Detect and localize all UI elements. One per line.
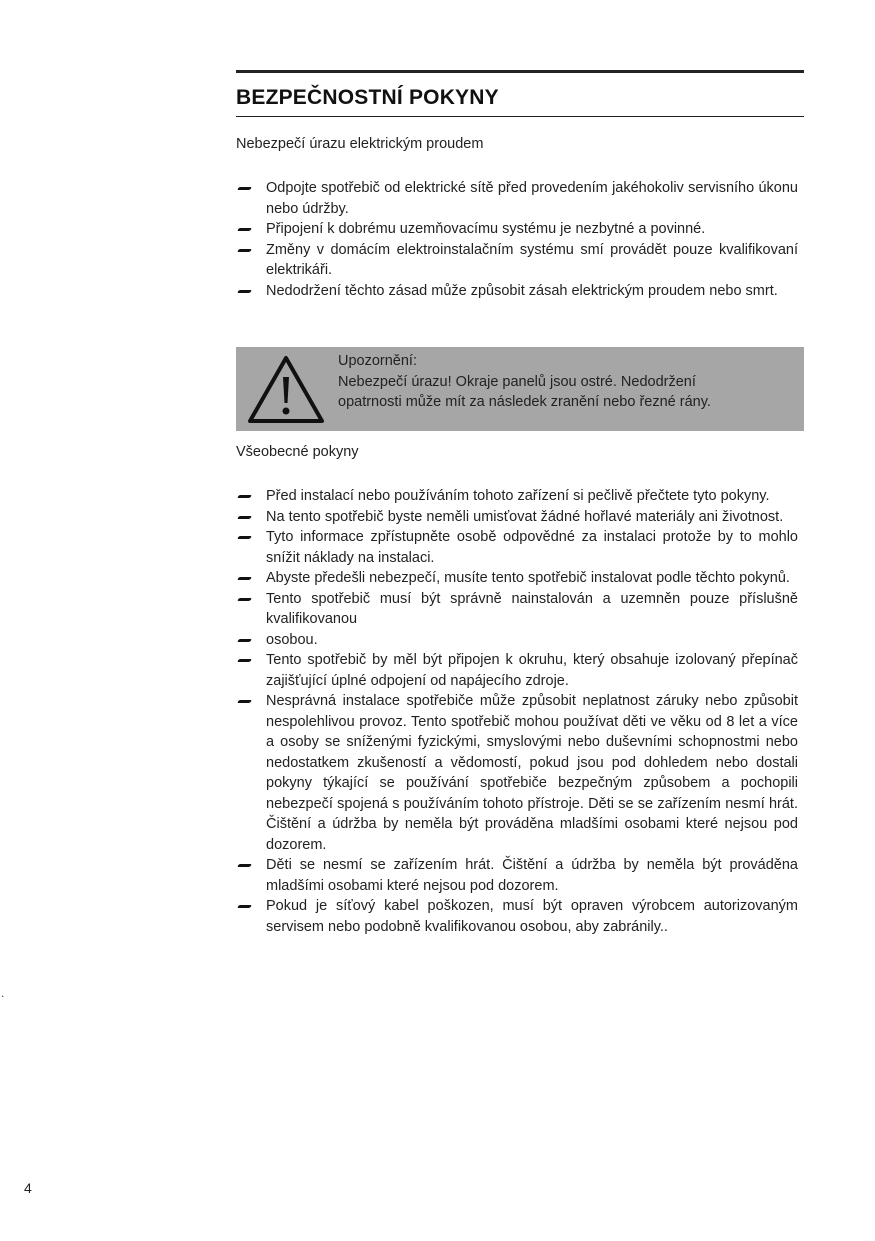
bullet-icon xyxy=(237,536,252,539)
list-item: Tyto informace zpřístupněte osobě odpovědné za instalaci protože by to mohlo snížit náklady na instalaci. xyxy=(236,527,798,568)
warning-box xyxy=(236,347,804,431)
warning-triangle-icon xyxy=(246,353,326,425)
list-item: Změny v domácím elektroinstalačním systému smí provádět pouze kvalifikovaní elektrikáři. xyxy=(236,240,798,281)
general-instructions-list xyxy=(236,486,798,937)
list-item: Abyste předešli nebezpečí, musíte tento spotřebič instalovat podle těchto pokynů. xyxy=(236,568,798,589)
bullet-icon xyxy=(237,187,252,190)
warning-line: opatrnosti může mít za následek zranění nebo řezné rány. xyxy=(338,394,711,410)
warning-label: Upozornění: xyxy=(338,353,417,369)
bullet-icon xyxy=(237,639,252,642)
bullet-icon xyxy=(237,598,252,601)
bullet-icon xyxy=(237,577,252,580)
warning-line: Nebezpečí úrazu! Okraje panelů jsou ostré. Nedodržení xyxy=(338,373,696,390)
bullet-icon xyxy=(237,495,252,498)
bullet-icon xyxy=(237,905,252,908)
bullet-icon xyxy=(237,249,252,252)
electrical-hazard-heading: Nebezpečí úrazu elektrickým proudem xyxy=(236,136,484,152)
list-item: Odpojte spotřebič od elektrické sítě před provedením jakéhokoliv servisního úkonu nebo údržby. xyxy=(236,178,798,219)
bullet-icon xyxy=(237,516,252,519)
general-instructions-heading: Všeobecné pokyny xyxy=(236,444,359,460)
list-item: Pokud je síťový kabel poškozen, musí být opraven výrobcem autorizovaným servisem nebo podobně kvalifikovanou osobou, aby zabránily.. xyxy=(236,896,798,937)
list-item: Děti se nesmí se zařízením hrát. Čištění a údržba by neměla být prováděna mladšími osobami které nejsou pod dozorem. xyxy=(236,855,798,896)
title-underline xyxy=(236,116,804,117)
list-item: Připojení k dobrému uzemňovacímu systému je nezbytné a povinné. xyxy=(236,219,798,240)
electrical-hazard-list xyxy=(236,178,798,301)
list-item: Na tento spotřebič byste neměli umisťovat žádné hořlavé materiály ani životnost. xyxy=(236,507,798,528)
page-number: 4 xyxy=(24,1180,32,1196)
top-rule xyxy=(236,70,804,73)
stray-mark: . xyxy=(1,986,5,1000)
list-item: Nedodržení těchto zásad může způsobit zásah elektrickým proudem nebo smrt. xyxy=(236,281,798,302)
bullet-icon xyxy=(237,864,252,867)
list-item: Tento spotřebič musí být správně nainstalován a uzemněn pouze příslušně kvalifikovanou xyxy=(236,589,798,630)
list-item: Před instalací nebo používáním tohoto zařízení si pečlivě přečtete tyto pokyny. xyxy=(236,486,798,507)
list-item: osobou. xyxy=(236,630,798,651)
warning-text xyxy=(338,351,711,413)
page-title: BEZPEČNOSTNÍ POKYNY xyxy=(236,86,499,109)
list-item: Tento spotřebič by měl být připojen k okruhu, který obsahuje izolovaný přepínač zajišťující úplné odpojení od napájecího zdroje. xyxy=(236,650,798,691)
bullet-icon xyxy=(237,290,252,293)
bullet-icon xyxy=(237,228,252,231)
bullet-icon xyxy=(237,659,252,662)
bullet-icon xyxy=(237,700,252,703)
list-item: Nesprávná instalace spotřebiče může způsobit neplatnost záruky nebo způsobit nespolehlivou provoz. Tento spotřebič mohou používat děti ve věku od 8 let a více a osoby se sníženými fyzickými, smyslovými nebo duševními schopnostmi nebo nedostatkem zkušeností a vědomostí, pokud jsou pod dohledem nebo dostali pokyny týkající se používání spotřebiče bezpečným způsobem a pochopili nebezpečí spojená s používáním tohoto přístroje. Děti se se zařízením nesmí hrát. Čištění a údržba by neměla být prováděna mladšími osobami které nejsou pod dozorem. xyxy=(236,691,798,855)
